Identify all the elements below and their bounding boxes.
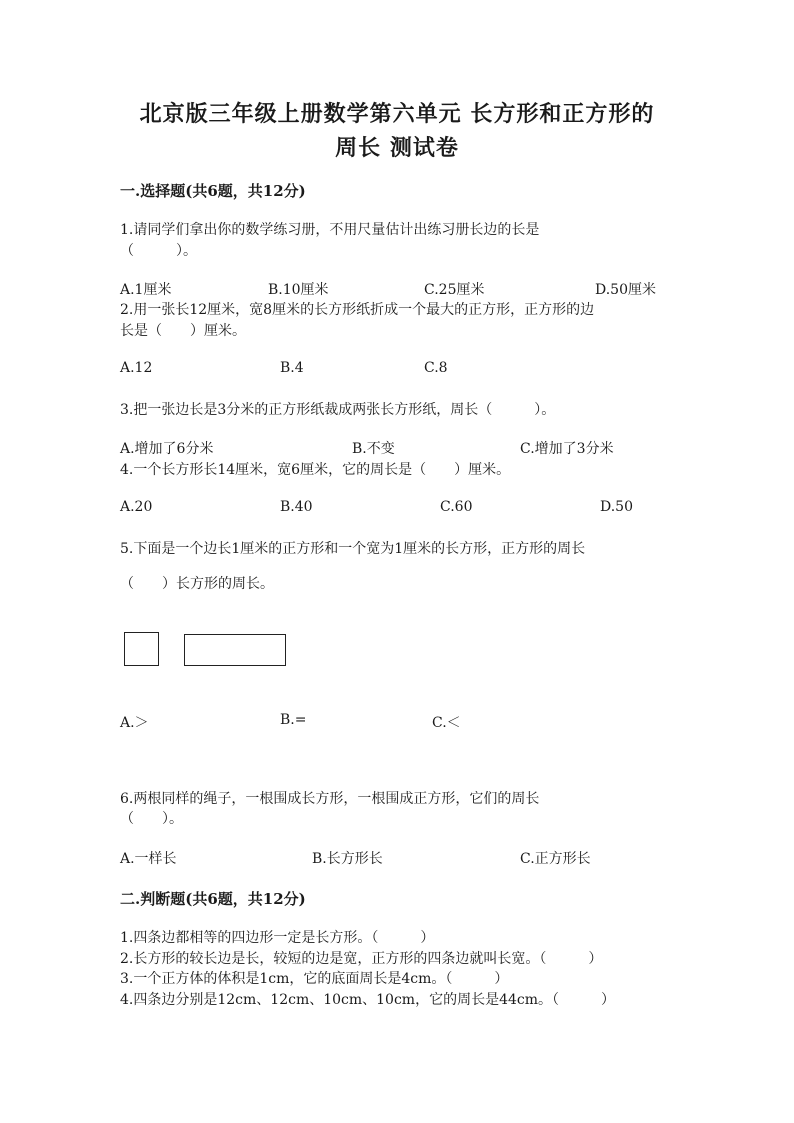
question-1-option-c: C.25厘米 — [424, 282, 485, 298]
question-5-option-a: A.＞ — [120, 715, 149, 731]
question-3-option-a: A.增加了6分米 — [120, 441, 214, 457]
question-5-option-c: C.＜ — [432, 715, 461, 731]
question-1-text-cont: （ ）。 — [120, 243, 197, 259]
question-6-text: 6.两根同样的绳子，一根围成长方形，一根围成正方形，它们的周长 — [120, 791, 540, 807]
question-6-text-cont: （ ）。 — [120, 811, 183, 827]
question-4-text: 4.一个长方形长14厘米，宽6厘米，它的周长是（ ）厘米。 — [120, 462, 511, 478]
question-6-option-a: A.一样长 — [120, 851, 177, 867]
question-4-option-c: C.60 — [440, 499, 473, 515]
question-2-option-b: B.4 — [280, 360, 304, 376]
section-heading-judgement: 二.判断题(共6题，共12分) — [120, 890, 306, 908]
judgement-item-2: 2.长方形的较长边是长，较短的边是宽，正方形的四条边就叫长宽。（ ） — [120, 951, 603, 967]
question-4-option-a: A.20 — [120, 499, 153, 515]
judgement-item-3: 3.一个正方体的体积是1cm，它的底面周长是4cm。（ ） — [120, 971, 509, 987]
page-title-line-2: 周长 测试卷 — [335, 135, 459, 161]
question-1-text: 1.请同学们拿出你的数学练习册，不用尺量估计出练习册长边的长是 — [120, 222, 540, 238]
question-5-option-b: B.= — [280, 712, 307, 728]
question-3-option-c: C.增加了3分米 — [520, 441, 614, 457]
question-1-option-b: B.10厘米 — [268, 282, 329, 298]
question-2-text: 2.用一张长12厘米，宽8厘米的长方形纸折成一个最大的正方形，正方形的边 — [120, 302, 595, 318]
question-2-option-a: A.12 — [120, 360, 153, 376]
square-figure — [124, 632, 159, 666]
question-1-option-d: D.50厘米 — [595, 282, 656, 298]
question-6-option-c: C.正方形长 — [520, 851, 591, 867]
question-4-option-d: D.50 — [600, 499, 633, 515]
question-3-text: 3.把一张边长是3分米的正方形纸裁成两张长方形纸，周长（ ）。 — [120, 402, 556, 418]
page-title-line-1: 北京版三年级上册数学第六单元 长方形和正方形的 — [139, 101, 655, 127]
question-4-option-b: B.40 — [280, 499, 313, 515]
judgement-item-4: 4.四条边分别是12cm、12cm、10cm、10cm，它的周长是44cm。（ ） — [120, 992, 616, 1008]
question-2-option-c: C.8 — [424, 360, 448, 376]
question-5-text: 5.下面是一个边长1厘米的正方形和一个宽为1厘米的长方形，正方形的周长 — [120, 541, 586, 557]
question-5-text-cont: （ ）长方形的周长。 — [120, 576, 274, 592]
judgement-item-1: 1.四条边都相等的四边形一定是长方形。（ ） — [120, 930, 435, 946]
question-6-option-b: B.长方形长 — [312, 851, 383, 867]
question-1-option-a: A.1厘米 — [120, 282, 172, 298]
question-2-text-cont: 长是（ ）厘米。 — [120, 323, 246, 339]
rectangle-figure — [184, 634, 286, 666]
question-3-option-b: B.不变 — [352, 441, 395, 457]
section-heading-choice: 一.选择题(共6题，共12分) — [120, 182, 306, 200]
